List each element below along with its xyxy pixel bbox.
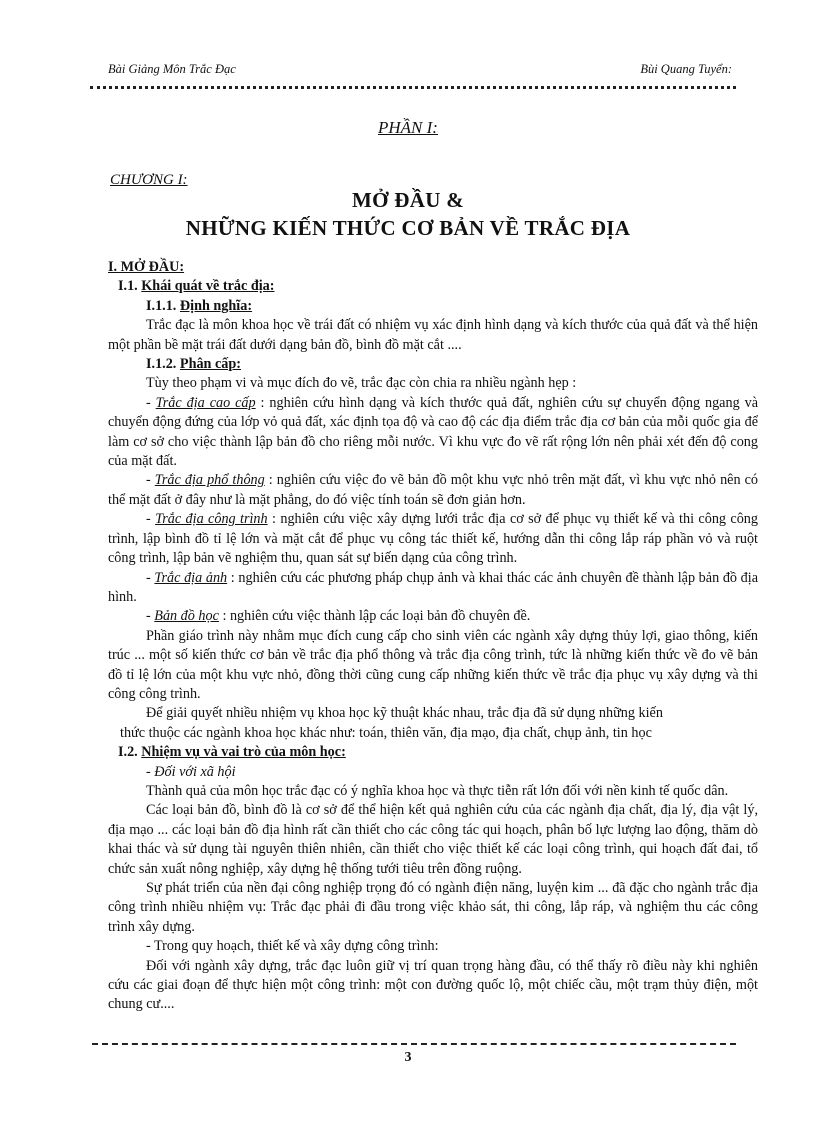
- paragraph-solve-line-1: Để giải quyết nhiều nhiệm vụ khoa học kỹ thuật khác nhau, trắc địa đã sử dụng những kiến: [146, 705, 663, 722]
- paragraph-solve-line-2: thức thuộc các ngành khoa học khác như: toán, thiên văn, địa mạo, địa chất, chụp ảnh, tin học: [120, 724, 652, 741]
- footer-divider: [92, 1043, 736, 1045]
- paragraph-society-3: Sự phát triển của nền đại công nghiệp trọng đó có ngành điện năng, luyện kim ... đã đặc cho ngành trắc địa công trình nhiều nhiệm vụ: Trắc đạc phải đi đầu trong việc khảo sát, thi công, lắp ráp, và nghiệm thu các công trình xây dựng.: [108, 880, 758, 935]
- paragraph-society-1: Thành quả của môn học trắc đạc có ý nghĩa khoa học và thực tiễn rất lớn đối với nền kinh tế quốc dân.: [146, 782, 729, 799]
- paragraph-classification: Tùy theo phạm vi và mục đích đo vẽ, trắc đạc còn chia ra nhiều ngành hẹp :: [146, 375, 577, 392]
- paragraph-scope: Phần giáo trình này nhằm mục đích cung cấp cho sinh viên các ngành xây dựng thủy lợi, giao thông, kiến trúc ... một số kiến thức cơ bản về trắc địa phổ thông và trắc địa công trình, tức là những kiến thức về đo vẽ bản đồ tỉ lệ lớn của một khu vực nhỏ, đồng thời cũng cung cấp những kiến thức về trắc địa phục vụ xây dựng và thi công công trình.: [108, 627, 758, 702]
- paragraph-definition: Trắc đạc là môn khoa học về trái đất có nhiệm vụ xác định hình dạng và kích thước của quả đất và thể hiện một phần bề mặt trái đất dưới dạng bản đồ, bình đồ mặt cắt ....: [108, 317, 758, 353]
- section-heading-1: I. MỞ ĐẦU:: [108, 259, 185, 275]
- part-title: PHẦN I:: [378, 118, 438, 137]
- branch-item: - Trắc địa phổ thông : nghiên cứu việc đo vẽ bản đồ một khu vực nhỏ trên mặt đất, vì khu vực nhỏ nên có thể mặt đất ở đây như là mặt phẳng, do đó việc tính toán sẽ đơn giản hơn.: [108, 472, 759, 508]
- branch-item: - Trắc địa công trình : nghiên cứu việc xây dựng lưới trắc địa cơ sở để phục vụ thiết kế và thi công công trình, lập bình đồ tỉ lệ lớn và mặt cắt để phục vụ công tác thiết kế, hướng dẫn thi công lắp ráp phần vỏ và ruột công trình, lập bản vẽ nghiệm thu, quan sát sự biến dạng của công trình.: [108, 511, 758, 567]
- paragraph-society-2: Các loại bản đồ, bình đồ là cơ sở để thể hiện kết quả nghiên cứu của các ngành địa chất, địa lý, địa vật lý, địa mạo ... các loại bản đồ địa hình rất cần thiết cho các công tác qui hoạch, phân bố lực lượng lao động, thăm dò khai thác và sử dụng tài nguyên thiên nhiên, cần thiết cho việc thiết kế các loại công trình, qui hoạch đất đai, tổ chức sản xuất nông nghiệp, xây dựng hệ thống tưới tiêu trên đồng ruộng.: [108, 802, 758, 877]
- paragraph-construction: Đối với ngành xây dựng, trắc đạc luôn giữ vị trí quan trọng hàng đầu, có thể thấy rõ điều này khi nghiên cứu các giai đoạn để thực hiện một công trình: một con đường quốc lộ, một chiếc cầu, một trạm thủy điện, một chung cư....: [108, 957, 758, 1013]
- running-header: [108, 62, 732, 84]
- society-label: - Đối với xã hội: [146, 763, 236, 780]
- branch-item: - Bản đồ học : nghiên cứu việc thành lập các loại bản đồ chuyên đề.: [146, 608, 531, 625]
- page-number: 3: [404, 1050, 412, 1065]
- chapter-title-line-1: MỞ ĐẦU &: [351, 188, 465, 212]
- branch-item: - Trắc địa cao cấp : nghiên cứu hình dạng và kích thước quả đất, nghiên cứu sự chuyển động ngang và chuyển động đứng của lớp vỏ quả đất, xác định tọa độ và cao độ các địa điểm trắc địa cơ bản của mỗi quốc gia để làm cơ sở cho việc thành lập bản đồ cho riêng mỗi nước. Vì khu vực đo vẽ rất rộng lớn nên phải xét đến độ cong của mặt đất.: [108, 394, 758, 470]
- chapter-label: CHƯƠNG I:: [110, 172, 188, 188]
- document-body: [108, 258, 758, 1015]
- header-author: Bùi Quang Tuyển:: [640, 62, 732, 76]
- chapter-title-line-2: NHỮNG KIẾN THỨC CƠ BẢN VỀ TRẮC ĐỊA: [185, 216, 631, 240]
- section-heading-1-1-1: I.1.1. Định nghĩa:: [146, 297, 253, 314]
- construction-item: - Trong quy hoạch, thiết kế và xây dựng công trình:: [146, 938, 439, 955]
- section-heading-1-1-2: I.1.2. Phân cấp:: [146, 356, 241, 373]
- section-heading-1-1: I.1. Khái quát về trắc địa:: [118, 278, 275, 295]
- header-course-title: Bài Giảng Môn Trắc Đạc: [108, 62, 236, 76]
- header-divider: [90, 86, 736, 89]
- branch-item: - Trắc địa ảnh : nghiên cứu các phương pháp chụp ảnh và khai thác các ảnh chuyên đề thành lập bản đồ địa hình.: [108, 569, 759, 605]
- section-heading-1-2: I.2. Nhiệm vụ và vai trò của môn học:: [118, 744, 346, 761]
